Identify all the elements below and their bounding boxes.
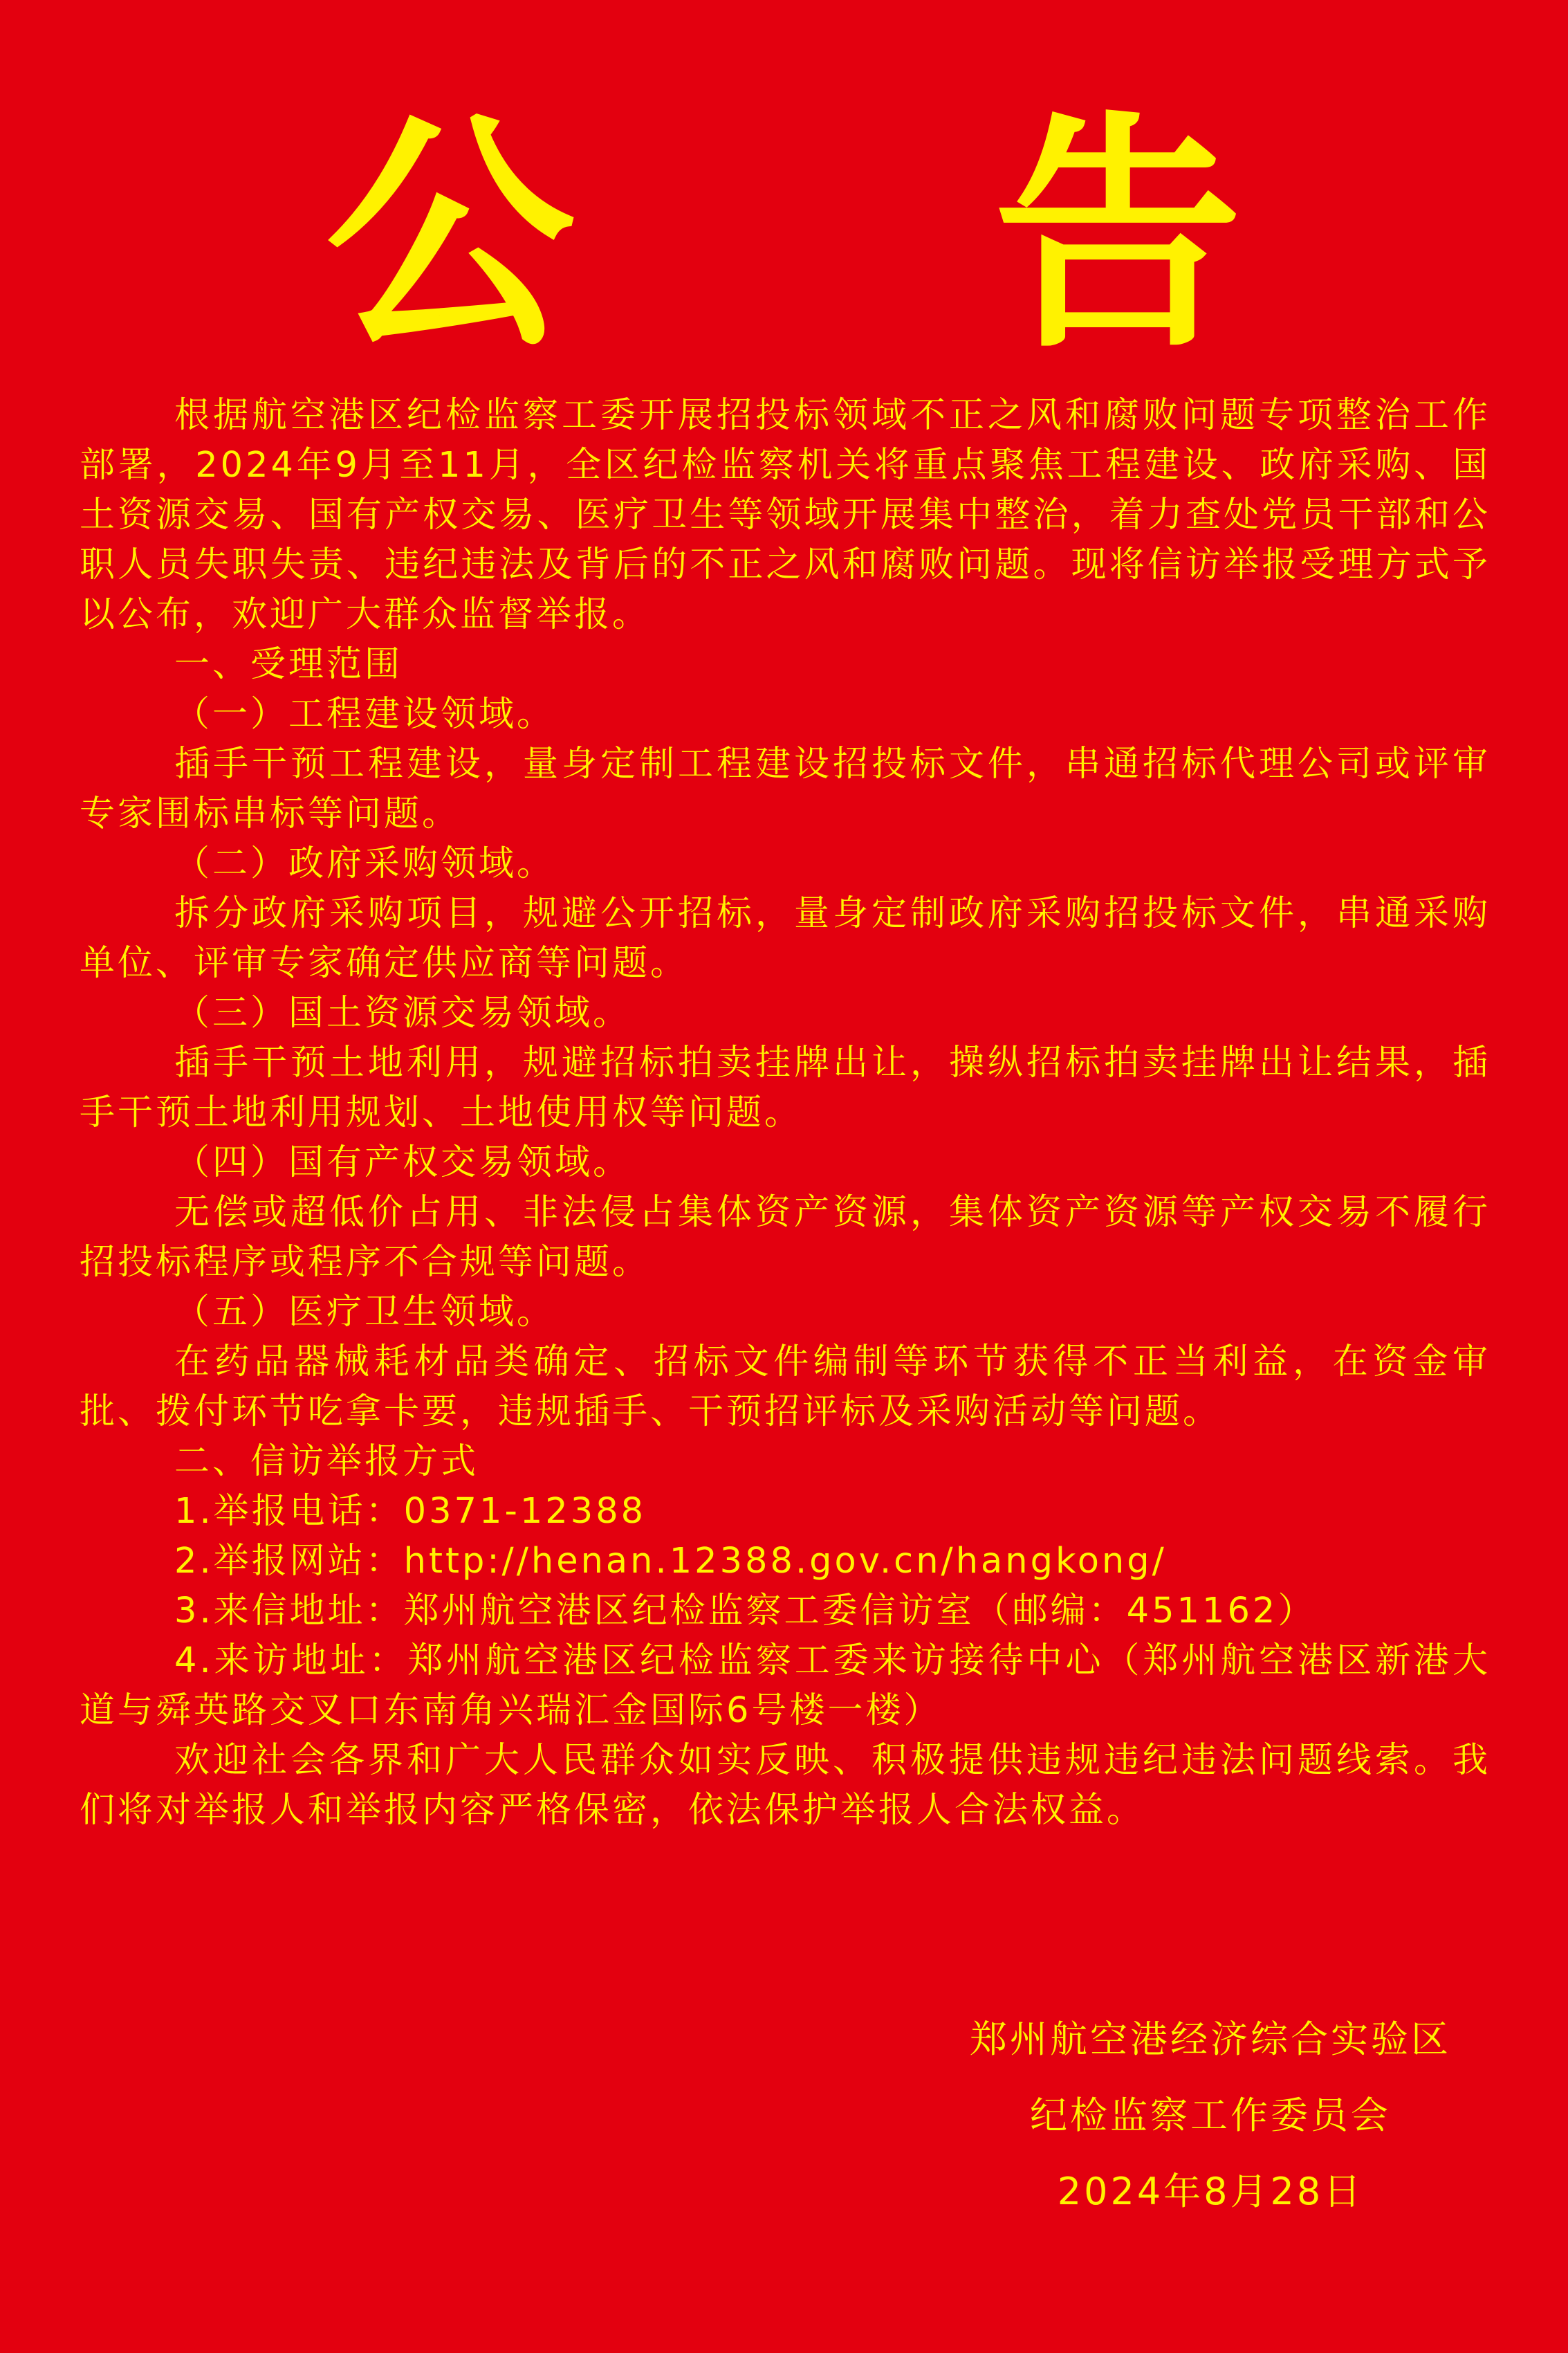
signature-date: 2024年8月28日: [1057, 2170, 1364, 2213]
paragraph-state-assets: 无偿或超低价占用、非法侵占集体资产资源，集体资产资源等产权交易不履行招投标程序或程序不合规等问题。: [80, 1192, 1491, 1283]
report-visit-address: 4.来访地址：郑州航空港区纪检监察工委来访接待中心（郑州航空港区新港大道与舜英路交叉口东南角兴瑞汇金国际6号楼一楼）: [80, 1640, 1491, 1731]
signature-org-line1: 郑州航空港经济综合实验区: [970, 2017, 1451, 2061]
paragraph-land: 插手干预土地利用，规避招标拍卖挂牌出让，操纵招标拍卖挂牌出让结果，插手干预土地利用规划、土地使用权等问题。: [80, 1043, 1491, 1133]
paragraph-healthcare: 在药品器械耗材品类确定、招标文件编制等环节获得不正当利益，在资金审批、拨付环节吃拿卡要，违规插手、干预招评标及采购活动等问题。: [80, 1342, 1491, 1432]
subheading-procurement: （二）政府采购领域。: [174, 843, 555, 884]
report-phone: 1.举报电话：0371-12388: [174, 1491, 647, 1532]
section-heading-report-methods: 二、信访举报方式: [174, 1441, 479, 1482]
report-website: 2.举报网站：http://henan.12388.gov.cn/hangkong/: [174, 1541, 1167, 1582]
section-heading-scope: 一、受理范围: [174, 644, 403, 685]
paragraph-procurement: 拆分政府采购项目，规避公开招标，量身定制政府采购招投标文件，串通采购单位、评审专家确定供应商等问题。: [80, 893, 1491, 984]
subheading-land: （三）国土资源交易领域。: [174, 993, 631, 1034]
closing-paragraph: 欢迎社会各界和广大人民群众如实反映、积极提供违规违纪违法问题线索。我们将对举报人和举报内容严格保密，依法保护举报人合法权益。: [80, 1740, 1491, 1831]
notice-body: [80, 391, 1491, 1835]
intro-paragraph: 根据航空港区纪检监察工委开展招投标领域不正之风和腐败问题专项整治工作部署，2024年9月至11月，全区纪检监察机关将重点聚焦工程建设、政府采购、国土资源交易、国有产权交易、医疗卫生等领域开展集中整治，着力查处党员干部和公职人员失职失责、违纪违法及背后的不正之风和腐败问题。现将信访举报受理方式予以公布，欢迎广大群众监督举报。: [80, 395, 1491, 635]
subheading-state-assets: （四）国有产权交易领域。: [174, 1142, 631, 1183]
signature-org-line2: 纪检监察工作委员会: [1030, 2094, 1391, 2137]
paragraph-construction: 插手干预工程建设，量身定制工程建设招投标文件，串通招标代理公司或评审专家围标串标等问题。: [80, 744, 1491, 834]
subheading-construction: （一）工程建设领域。: [174, 694, 555, 735]
subheading-healthcare: （五）医疗卫生领域。: [174, 1292, 555, 1333]
notice-title: 公 告: [325, 89, 1409, 381]
report-mail-address: 3.来信地址：郑州航空港区纪检监察工委信访室（邮编：451162）: [174, 1591, 1316, 1631]
